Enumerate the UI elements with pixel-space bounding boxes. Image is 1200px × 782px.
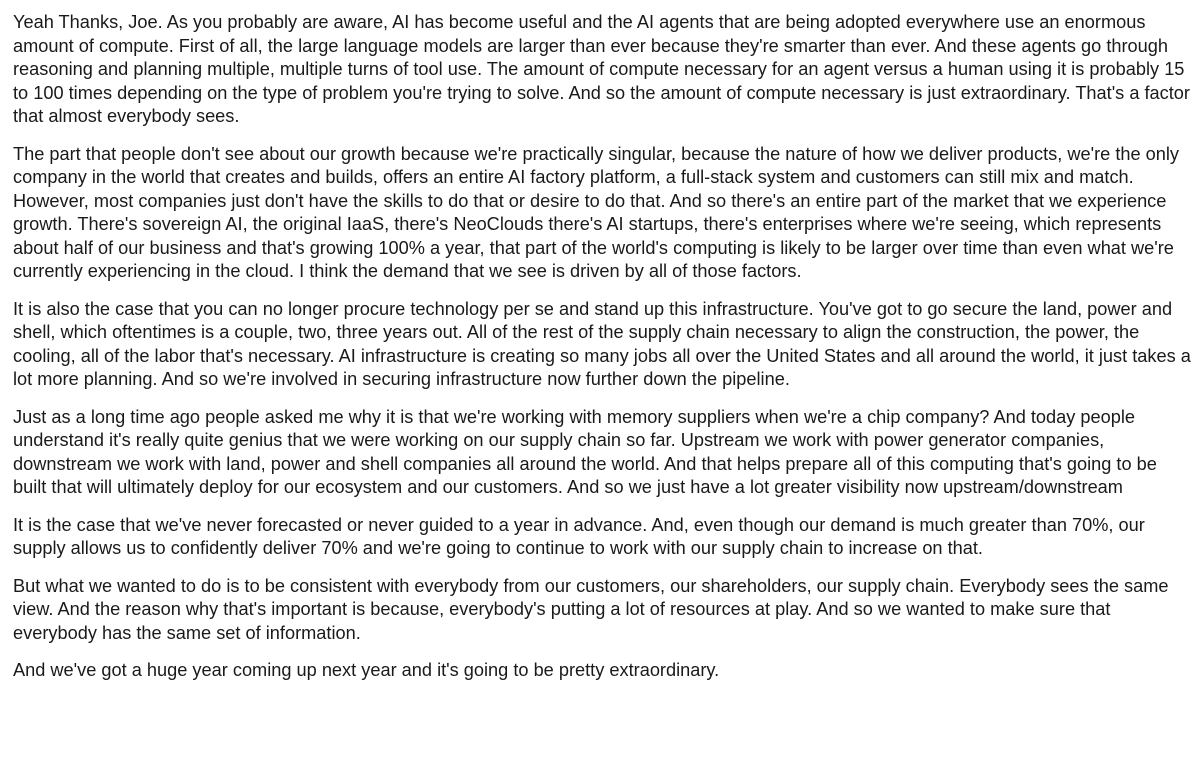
transcript-paragraph: But what we wanted to do is to be consistent with everybody from our customers, our shareholders, our supply chain. Everybody sees the same view. And the reason why that's important is because, everybody's putting a lot of resources at play. And so we wanted to make sure that everybody has the same set of information.	[13, 575, 1169, 643]
transcript-paragraph: It is also the case that you can no longer procure technology per se and stand up this infrastructure. You've got to go secure the land, power and shell, which oftentimes is a couple, two, three years out. All of the rest of the supply chain necessary to align the construction, the power, the cooling, all of the labor that's necessary. AI infrastructure is creating so many jobs all over the United States and all around the world, it just takes a lot more planning. And so we're involved in securing infrastructure now further down the pipeline.	[13, 298, 1191, 389]
transcript-paragraph: Just as a long time ago people asked me why it is that we're working with memory suppliers when we're a chip company? And today people understand it's really quite genius that we were working on our supply chain so far. Upstream we work with power generator companies, downstream we work with land, power and shell companies all around the world. And that helps prepare all of this computing that's going to be built that will ultimately deploy for our ecosystem and our customers. And so we just have a lot greater visibility now upstream/downstream	[13, 406, 1157, 497]
transcript-document	[13, 11, 1193, 683]
transcript-paragraph: Yeah Thanks, Joe. As you probably are aware, AI has become useful and the AI agents that are being adopted everywhere use an enormous amount of compute. First of all, the large language models are larger than ever because they're smarter than ever. And these agents go through reasoning and planning multiple, multiple turns of tool use. The amount of compute necessary for an agent versus a human using it is probably 15 to 100 times depending on the type of problem you're trying to solve. And so the amount of compute necessary is just extraordinary. That's a factor that almost everybody sees.	[13, 12, 1190, 126]
transcript-paragraph: The part that people don't see about our growth because we're practically singular, because the nature of how we deliver products, we're the only company in the world that creates and builds, offers an entire AI factory platform, a full-stack system and customers can still mix and match. However, most companies just don't have the skills to do that or desire to do that. And so there's an entire part of the market that we experience growth. There's sovereign AI, the original IaaS, there's NeoClouds there's AI startups, there's enterprises where we're seeing, which represents about half of our business and that's growing 100% a year, that part of the world's computing is likely to be larger over time than even what we're currently experiencing in the cloud. I think the demand that we see is driven by all of those factors.	[13, 143, 1180, 281]
transcript-paragraph: It is the case that we've never forecasted or never guided to a year in advance. And, even though our demand is much greater than 70%, our supply allows us to confidently deliver 70% and we're going to continue to work with our supply chain to increase on that.	[13, 514, 1145, 558]
transcript-paragraph: And we've got a huge year coming up next year and it's going to be pretty extraordinary.	[13, 660, 720, 680]
